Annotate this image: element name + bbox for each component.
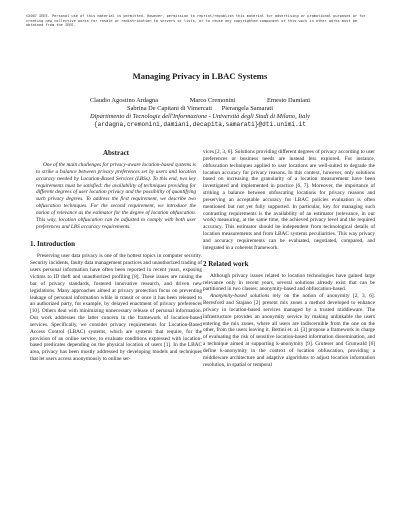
related-work-paragraph-2-body: rely on the notion of anonymity [2, 3, 6]. Beresford and Stajano [2] present mix zones a method developed to enhance privacy in location-based services managed by a trusted middleware. The infrastructure provides an anonymity service by making unlinkable the users entering the mix zones, where all users are indiscernible from the one on the other, from the users leaving it. Bettini et. al. [3] propose a framework in charge of evaluating the risk of sensitive location-based information dissemination, and a technique aimed at supporting k-anonymity [9]. Gruteser and Grunwald [6] define k-anonymity in the context of location obfuscation, providing a middleware architecture and adaptive algorithms to adjust location information resolution, in spatial or temporal [203, 293, 376, 368]
author-name: Marco Cremonini [189, 97, 236, 104]
introduction-text: Preserving user data privacy is one of the hottest topics in computer security. Security incidents, faulty data management practices and unauthorized trading of users personal information have often been reported in recent years, exposing victims to ID theft and unauthorized profiling [8]. These issues are raising the bar of privacy standards, fostered innovative research, and driven new legislations. Many approaches aimed at privacy protection focus on preventing leakage of personal information while in transit or once it has been released to an authorized party, for example, by delayed enactment of privacy preferences [10]. Others deal with minimizing unnecessary release of personal information. Our work addresses the latter concern in the framework of location-based services. Specifically, we consider privacy requirements for Location-Based Access Control (LBAC) systems, which are systems that require, for the provision of an online service, to evaluate conditions expressed with location-based predicates depending on the physical location of users [1]. In the LBAC area, privacy has been mostly addressed by developing models and techniques that let users access anonymously to online ser- [30, 253, 202, 363]
introduction-continued-text: vices [2, 3, 6]. Solutions providing different degrees of privacy according to user preferences or business needs are instead less explored. For instance, obfuscation techniques applied to user locations are well-suited to degrade the location accuracy for privacy reasons. In this context, however, only solutions based on increasing the granularity of a location measurement have been investigated and implemented in practice [6, 7]. Moreover, the importance of striking a balance between obfuscating locations for privacy reasons and preserving an acceptable accuracy for LBAC policies evaluation is often mentioned but not yet fully supported. In particular, key for managing such contrasting requirements is the availability of an estimator (relevance, in our work) measuring, at the same time, the achieved privacy level and the required accuracy. This estimator should be independent from technological details of location measurements and from LBAC systems peculiarities. This way privacy and accuracy requirements can be evaluated, negotiated, compared, and integrated in a coherent framework. [203, 149, 375, 251]
section-heading-introduction: 1. Introduction [30, 240, 75, 249]
author-row-2 [0, 105, 400, 113]
abstract-text: One of the main challenges for privacy-aware location-based systems is to strike a balance between privacy preferences set by users and location accuracy needed by Location-Based Services (LBSs). To this end, two key requirements must be satisfied: the availability of techniques providing for different degrees of user location privacy and the possibility of quantifying such privacy degrees. To address the first requirement, we describe two obfuscation techniques. For the second requirement, we introduce the notion of relevance as the estimator for the degree of location obfuscation. This way, location obfuscation can be adjusted to comply with both user preferences and LBS accuracy requirements. [36, 162, 196, 230]
author-name: Claudio Agostino Ardagna [89, 97, 159, 104]
related-work-paragraph-2 [203, 293, 375, 368]
affiliation: Dipartimento di Tecnologie dell'Informazione - Università degli Studi di Milano, Italy [90, 113, 310, 121]
abstract-heading: Abstract [102, 149, 130, 157]
right-column [203, 149, 375, 368]
author-row-1 [0, 97, 400, 105]
section-heading-related-work: 2 Related work [203, 259, 249, 268]
related-work-paragraph-1: Although privacy issues related to location technologies have gained large relevance only in recent years, several solutions already exist that can be partitioned in two classes: anonymity-based and obfuscation-based. [203, 272, 375, 293]
author-emails: {ardagna,cremonini,damiani,decapita,samarati}@dti.unimi.it [93, 121, 307, 129]
paragraph-lead-term: Anonymity-based solutions [210, 293, 270, 300]
author-block [0, 97, 400, 129]
copyright-notice: ©2007 IEEE. Personal use of this material is permitted. However, permission to reprint/republish this material for advertising or promotional purposes or for creating new collective works for resale or redistribution to servers or lists, or to reuse any copyrighted component of this work in other works must be obtained from the IEEE. [26, 14, 366, 28]
author-name: Sabrina De Capitani di Vimercati [127, 105, 213, 113]
paper-title: Managing Privacy in LBAC Systems [132, 71, 268, 81]
author-name: Ernesto Damiani [266, 97, 311, 104]
left-column [30, 149, 202, 363]
author-name: Pierangela Samarati [221, 105, 273, 113]
